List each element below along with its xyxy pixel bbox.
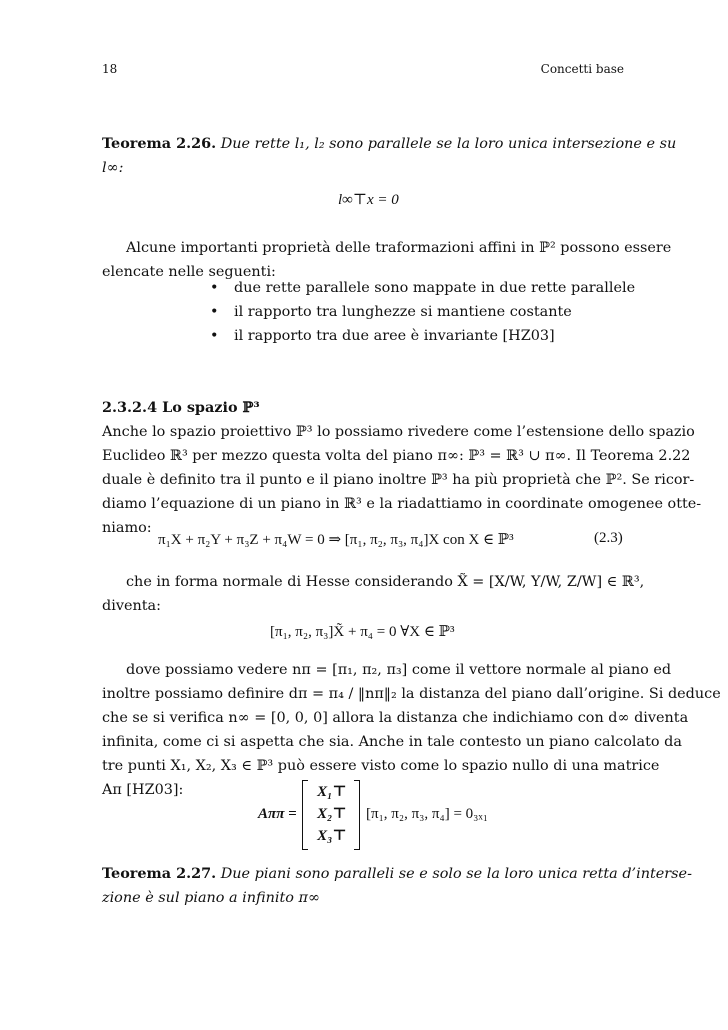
matrix-equation-rhs: [π₁, π₂, π₃, π₄] = 0₃ₓ₁ — [366, 806, 488, 822]
list-item: • il rapporto tra due aree è invariante [HZ03] — [210, 324, 610, 348]
matrix — [302, 780, 360, 850]
paragraph-line: Anche lo spazio proiettivo ℙ³ lo possiamo rivedere come l’estensione dello spazio — [102, 424, 695, 440]
paragraph-line: inoltre possiamo definire dπ = π₄ / ‖nπ‖₂ la distanza del piano dall’origine. Si deduce — [102, 686, 721, 702]
theorem-label: Teorema 2.26. — [102, 135, 217, 152]
intro-line-1: Alcune importanti proprietà delle traformazioni affini in ℙ² possono essere — [126, 240, 672, 256]
intro-line-2: elencate nelle seguenti: — [102, 264, 276, 280]
bullet-icon: • — [210, 328, 219, 344]
paragraph-line: Aπ [HZ03]: — [102, 782, 184, 798]
theorem-2-27 — [102, 862, 692, 886]
theorem-text-continued: zione è sul piano a infinito π∞ — [102, 890, 320, 906]
matrix-row: X₁⊤ — [317, 784, 347, 800]
paragraph-line: dove possiamo vedere nπ = [π₁, π₂, π₃] come il vettore normale al piano ed — [126, 662, 672, 678]
paragraph-line: infinita, come ci si aspetta che sia. Anche in tale contesto un piano calcolato da — [102, 734, 682, 750]
bullet-icon: • — [210, 304, 219, 320]
paragraph-line: duale è definito tra il punto e il piano inoltre ℙ³ ha più proprietà che ℙ². Se ricor- — [102, 472, 695, 488]
paragraph-line: che in forma normale di Hesse considerando X̃ = [X/W, Y/W, Z/W] ∈ ℝ³, — [126, 574, 645, 590]
page-number: 18 — [102, 62, 118, 76]
paragraph-line: che se si verifica n∞ = [0, 0, 0] allora la distanza che indichiamo con d∞ diventa — [102, 710, 689, 726]
left-bracket — [302, 780, 308, 850]
section-heading: 2.3.2.4 Lo spazio ℙ³ — [102, 399, 260, 416]
equation-number: (2.3) — [594, 530, 623, 546]
equation-line-at-infinity: l∞⊤x = 0 — [338, 192, 399, 208]
running-title: Concetti base — [540, 62, 624, 76]
paragraph-line: diamo l’equazione di un piano in ℝ³ e la riadattiamo in coordinate omogenee otte- — [102, 496, 702, 512]
paragraph-line: Euclideo ℝ³ per mezzo questa volta del piano π∞: ℙ³ = ℝ³ ∪ π∞. Il Teorema 2.22 — [102, 448, 691, 464]
paragraph-line: diventa: — [102, 598, 161, 614]
matrix-row: X₃⊤ — [317, 828, 347, 844]
list-item: • il rapporto tra lunghezze si mantiene costante — [210, 300, 610, 324]
paragraph-line: tre punti X₁, X₂, X₃ ∈ ℙ³ può essere visto come lo spazio nullo di una matrice — [102, 758, 660, 774]
paragraph-line: niamo: — [102, 520, 152, 536]
theorem-text: Due piani sono paralleli se e solo se la loro unica retta d’interse- — [220, 866, 692, 882]
list-item: • due rette parallele sono mappate in due rette parallele — [210, 276, 610, 300]
equation-hesse: [π₁, π₂, π₃]X̃ + π₄ = 0 ∀X ∈ ℙ³ — [270, 624, 455, 640]
theorem-text-continued: l∞: — [102, 160, 124, 176]
matrix-equation-lhs: Aππ = — [258, 806, 297, 822]
equation-2-3: π₁X + π₂Y + π₃Z + π₄W = 0 ⇒ [π₁, π₂, π₃, π₄]X con X ∈ ℙ³ — [158, 532, 514, 548]
theorem-2-26 — [102, 132, 677, 156]
theorem-text: Due rette l₁, l₂ sono parallele se la loro unica intersezione e su — [220, 136, 677, 152]
bullet-icon: • — [210, 280, 219, 296]
right-bracket — [354, 780, 360, 850]
matrix-row: X₂⊤ — [317, 806, 347, 822]
theorem-label: Teorema 2.27. — [102, 865, 217, 882]
